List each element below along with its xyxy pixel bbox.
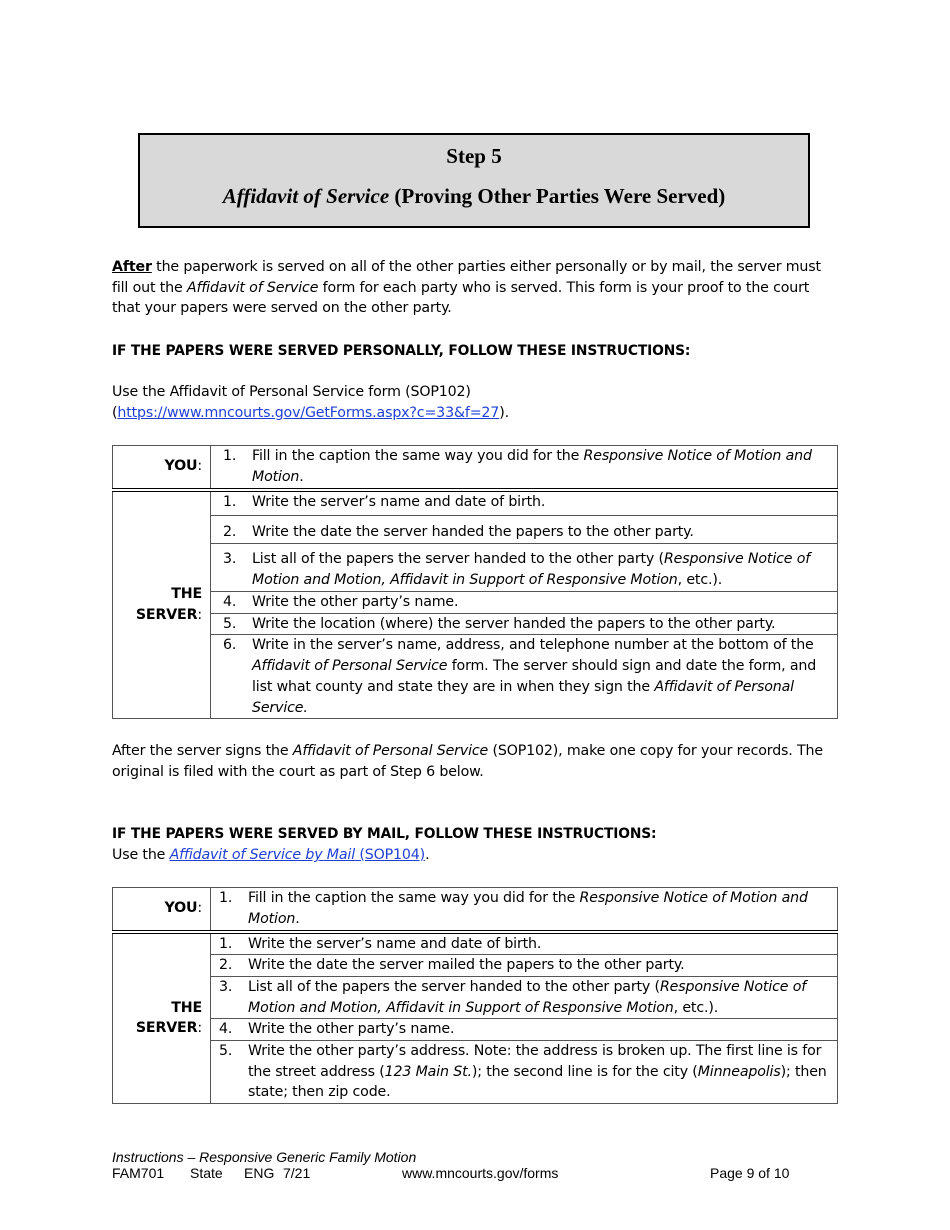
footer-form-id: FAM701 — [112, 1165, 165, 1181]
personal-use-text: Use the Affidavit of Personal Service form (SOP102) (https://www.mncourts.gov/GetForms.aspx?c=33&f=27). — [112, 384, 509, 421]
mail-instructions-table — [112, 887, 838, 1104]
table-row — [113, 592, 838, 614]
table-row — [113, 888, 838, 932]
table-row — [113, 1019, 838, 1041]
footer-date: 7/21 — [283, 1165, 311, 1181]
mail-form-link[interactable]: Affidavit of Service by Mail (SOP104) — [169, 847, 426, 863]
server-step-2: 2. Write the date the server mailed the papers to the other party. — [211, 955, 838, 977]
server-step-5: 5. Write the other party’s address. Note: the address is broken up. The first line is for the street address (123 Main St.); the second line is for the city (Minneapolis); then state; then zip code. — [211, 1041, 838, 1104]
table-row — [113, 516, 838, 544]
personal-heading: IF THE PAPERS WERE SERVED PERSONALLY, FOLLOW THESE INSTRUCTIONS: — [112, 343, 691, 359]
you-label: YOU: — [113, 888, 211, 932]
footer-meta — [112, 1165, 832, 1181]
table-row — [113, 490, 838, 516]
personal-after-paragraph: After the server signs the Affidavit of Personal Service (SOP102), make one copy for your records. The original is filed with the court as part of Step 6 below. — [112, 743, 823, 780]
table-row — [113, 976, 838, 1018]
server-step-1: 1. Write the server’s name and date of birth. — [211, 490, 838, 516]
server-step-5: 5. Write the location (where) the server handed the papers to the other party. — [211, 613, 838, 635]
step-number: Step 5 — [446, 144, 502, 168]
intro-paragraph: After the paperwork is served on all of the other parties either personally or by mail, the server must fill out the Affidavit of Service form for each party who is served. This form is your proof to the court that your papers were served on the other party. — [112, 259, 821, 317]
server-step-3: 3. List all of the papers the server handed to the other party (Responsive Notice of Motion and Motion, Affidavit in Support of Responsive Motion, etc.). — [211, 976, 838, 1018]
mail-heading: IF THE PAPERS WERE SERVED BY MAIL, FOLLOW THESE INSTRUCTIONS: — [112, 826, 657, 842]
step-title-box — [138, 133, 810, 228]
you-step-1: 1. Fill in the caption the same way you did for the Responsive Notice of Motion and Motion. — [211, 446, 838, 490]
table-row — [113, 635, 838, 719]
server-step-4: 4. Write the other party’s name. — [211, 1019, 838, 1041]
server-label: THE SERVER: — [113, 490, 211, 719]
server-step-1: 1. Write the server’s name and date of birth. — [211, 932, 838, 955]
server-step-3: 3. List all of the papers the server handed to the other party (Responsive Notice of Motion and Motion, Affidavit in Support of Responsive Motion, etc.). — [211, 544, 838, 592]
personal-form-link[interactable]: https://www.mncourts.gov/GetForms.aspx?c=33&f=27 — [117, 404, 500, 421]
table-row — [113, 932, 838, 955]
mail-use-text: Use the Affidavit of Service by Mail (SOP104). — [112, 847, 430, 863]
server-step-2: 2. Write the date the server handed the papers to the other party. — [211, 516, 838, 544]
table-row — [113, 1041, 838, 1104]
footer-site: www.mncourts.gov/forms — [402, 1165, 559, 1181]
you-step-1: 1. Fill in the caption the same way you did for the Responsive Notice of Motion and Motion. — [211, 888, 838, 932]
footer-lang: ENG — [244, 1165, 275, 1181]
table-row — [113, 446, 838, 490]
page-footer — [112, 1149, 832, 1181]
table-row — [113, 955, 838, 977]
you-label: YOU: — [113, 446, 211, 490]
step-subtitle: Affidavit of Service (Proving Other Parties Were Served) — [222, 184, 726, 208]
footer-page-number: Page 9 of 10 — [710, 1165, 790, 1181]
personal-instructions-table — [112, 445, 838, 719]
footer-state: State — [190, 1165, 223, 1181]
server-step-6: 6. Write in the server’s name, address, and telephone number at the bottom of the Affidavit of Personal Service form. The server should sign and date the form, and list what county and state they are in when they sign the Affidavit of Personal Service. — [211, 635, 838, 719]
server-step-4: 4. Write the other party’s name. — [211, 592, 838, 614]
table-row — [113, 613, 838, 635]
table-row — [113, 544, 838, 592]
footer-title: Instructions – Responsive Generic Family Motion — [112, 1149, 417, 1165]
server-label: THE SERVER: — [113, 932, 211, 1104]
